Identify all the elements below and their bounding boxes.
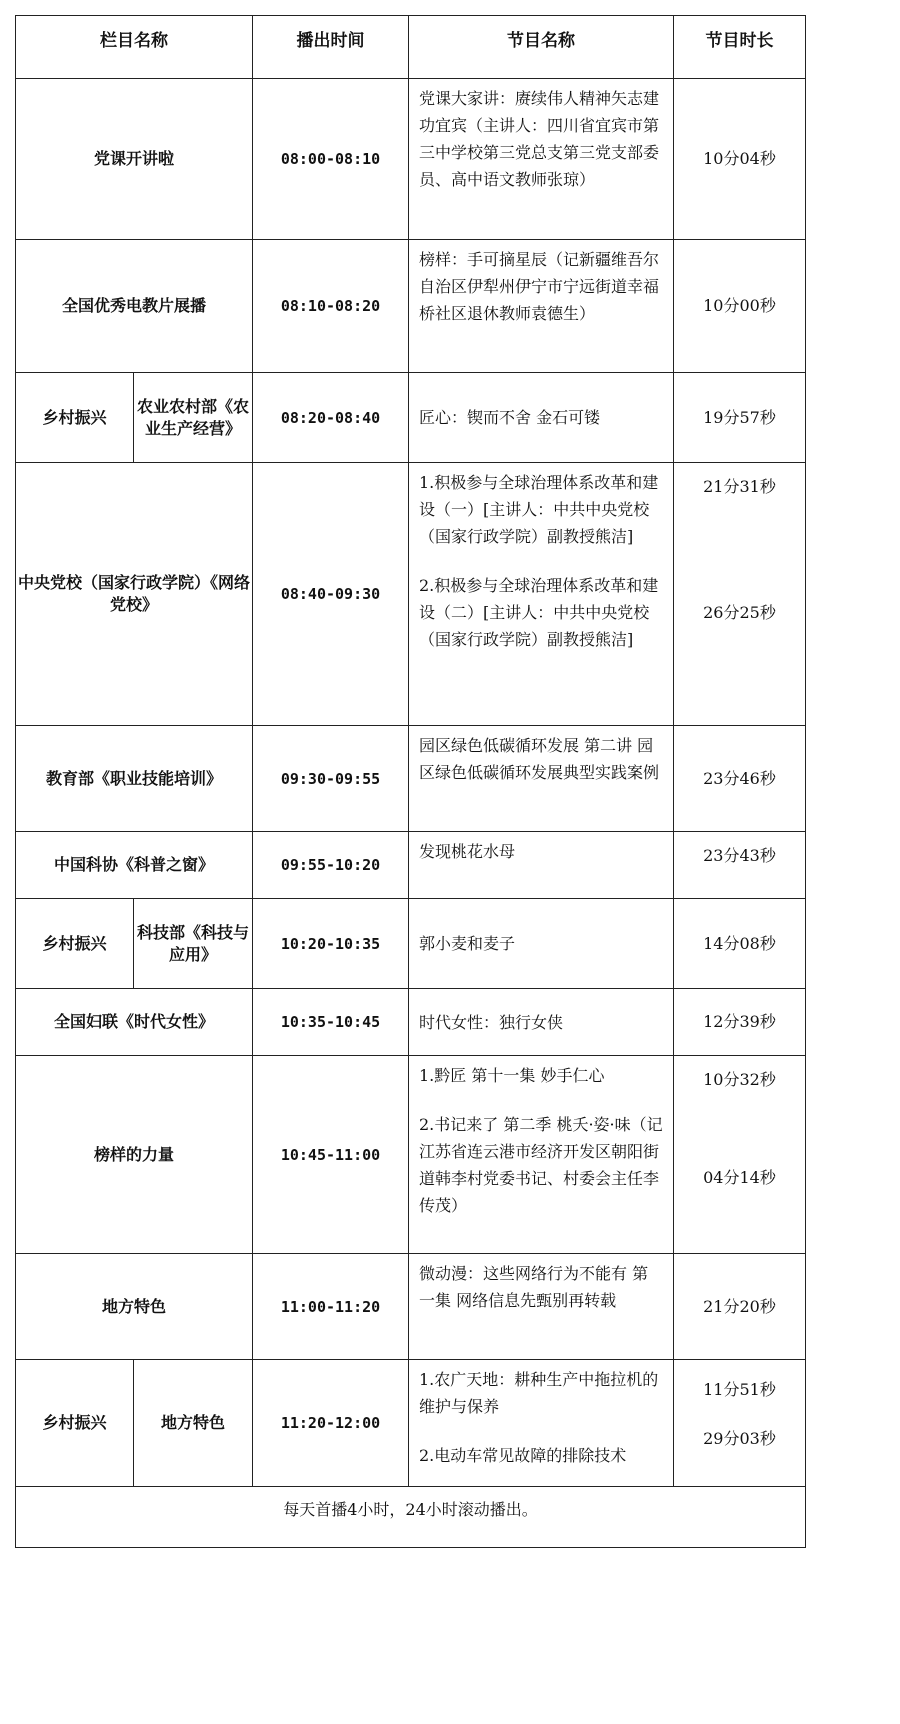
- table-row: [16, 240, 806, 373]
- table-row: [16, 989, 806, 1056]
- program-name: [409, 1056, 674, 1254]
- header-program-name: 节目名称: [409, 16, 674, 79]
- column-name: 全国优秀电教片展播: [16, 240, 253, 373]
- column-name: 榜样的力量: [16, 1056, 253, 1254]
- air-time: 08:20-08:40: [253, 373, 409, 463]
- air-time: 08:10-08:20: [253, 240, 409, 373]
- duration: 23分46秒: [674, 726, 806, 832]
- air-time: 11:00-11:20: [253, 1254, 409, 1360]
- duration: 10分00秒: [674, 240, 806, 373]
- program-name: 榜样：手可摘星辰（记新疆维吾尔自治区伊犁州伊宁市宁远街道幸福桥社区退休教师袁德生）: [409, 240, 674, 373]
- program-name: 郭小麦和麦子: [409, 899, 674, 989]
- air-time: 10:35-10:45: [253, 989, 409, 1056]
- air-time: 09:30-09:55: [253, 726, 409, 832]
- duration-item: 29分03秒: [703, 1429, 776, 1448]
- duration-item: 11分51秒: [703, 1380, 776, 1399]
- air-time: 10:45-11:00: [253, 1056, 409, 1254]
- duration-item: 10分32秒: [703, 1070, 776, 1089]
- duration: 19分57秒: [674, 373, 806, 463]
- duration: 23分43秒: [674, 832, 806, 899]
- table-row: [16, 1254, 806, 1360]
- header-row: [16, 16, 806, 79]
- program-name: 微动漫：这些网络行为不能有 第一集 网络信息先甄别再转载: [409, 1254, 674, 1360]
- header-duration: 节目时长: [674, 16, 806, 79]
- table-row: [16, 1360, 806, 1487]
- schedule-table: [15, 15, 806, 1548]
- table-row: [16, 899, 806, 989]
- column-name: 中国科协《科普之窗》: [16, 832, 253, 899]
- column-name: 全国妇联《时代女性》: [16, 989, 253, 1056]
- duration-item: 04分14秒: [703, 1168, 776, 1187]
- column-name: 地方特色: [16, 1254, 253, 1360]
- header-column-name: 栏目名称: [16, 16, 253, 79]
- duration: [674, 1360, 806, 1487]
- duration-item: 26分25秒: [703, 603, 776, 622]
- duration: 12分39秒: [674, 989, 806, 1056]
- program-item: 2.电动车常见故障的排除技术: [419, 1446, 627, 1465]
- table-row: [16, 1056, 806, 1254]
- table-row: [16, 79, 806, 240]
- column-name-sub: 农业农村部《农业生产经营》: [134, 373, 253, 463]
- program-name: 匠心：锲而不舍 金石可镂: [409, 373, 674, 463]
- program-name: 发现桃花水母: [409, 832, 674, 899]
- air-time: 09:55-10:20: [253, 832, 409, 899]
- program-name: 园区绿色低碳循环发展 第二讲 园区绿色低碳循环发展典型实践案例: [409, 726, 674, 832]
- air-time: 08:40-09:30: [253, 463, 409, 726]
- table-row: [16, 726, 806, 832]
- column-name-sub: 科技部《科技与应用》: [134, 899, 253, 989]
- program-name: [409, 463, 674, 726]
- column-name: 中央党校（国家行政学院）《网络党校》: [16, 463, 253, 726]
- program-name: [409, 1360, 674, 1487]
- program-item: 1.黔匠 第十一集 妙手仁心: [419, 1066, 605, 1085]
- duration: 10分04秒: [674, 79, 806, 240]
- column-name: 教育部《职业技能培训》: [16, 726, 253, 832]
- air-time: 11:20-12:00: [253, 1360, 409, 1487]
- program-item: 1.积极参与全球治理体系改革和建设（一）[主讲人：中共中央党校（国家行政学院）副教授熊洁]: [419, 473, 659, 546]
- duration: [674, 463, 806, 726]
- program-name: 党课大家讲：赓续伟人精神矢志建功宜宾（主讲人：四川省宜宾市第三中学校第三党总支第三党支部委员、高中语文教师张琼）: [409, 79, 674, 240]
- column-name-category: 乡村振兴: [16, 373, 134, 463]
- column-name-category: 乡村振兴: [16, 1360, 134, 1487]
- footer-note: 每天首播4小时，24小时滚动播出。: [16, 1487, 806, 1548]
- header-air-time: 播出时间: [253, 16, 409, 79]
- air-time: 08:00-08:10: [253, 79, 409, 240]
- program-name: 时代女性：独行女侠: [409, 989, 674, 1056]
- table-row: [16, 373, 806, 463]
- column-name: 党课开讲啦: [16, 79, 253, 240]
- column-name-category: 乡村振兴: [16, 899, 134, 989]
- column-name-sub: 地方特色: [134, 1360, 253, 1487]
- duration-item: 21分31秒: [703, 477, 776, 496]
- program-item: 2.积极参与全球治理体系改革和建设（二）[主讲人：中共中央党校（国家行政学院）副教授熊洁]: [419, 576, 659, 649]
- duration: 21分20秒: [674, 1254, 806, 1360]
- footer-row: [16, 1487, 806, 1548]
- duration: [674, 1056, 806, 1254]
- air-time: 10:20-10:35: [253, 899, 409, 989]
- table-row: [16, 463, 806, 726]
- duration: 14分08秒: [674, 899, 806, 989]
- program-item: 1.农广天地：耕种生产中拖拉机的维护与保养: [419, 1370, 659, 1416]
- table-row: [16, 832, 806, 899]
- program-item: 2.书记来了 第二季 桃夭·姿·味（记江苏省连云港市经济开发区朝阳街道韩李村党委书记、村委会主任李传茂）: [419, 1115, 663, 1215]
